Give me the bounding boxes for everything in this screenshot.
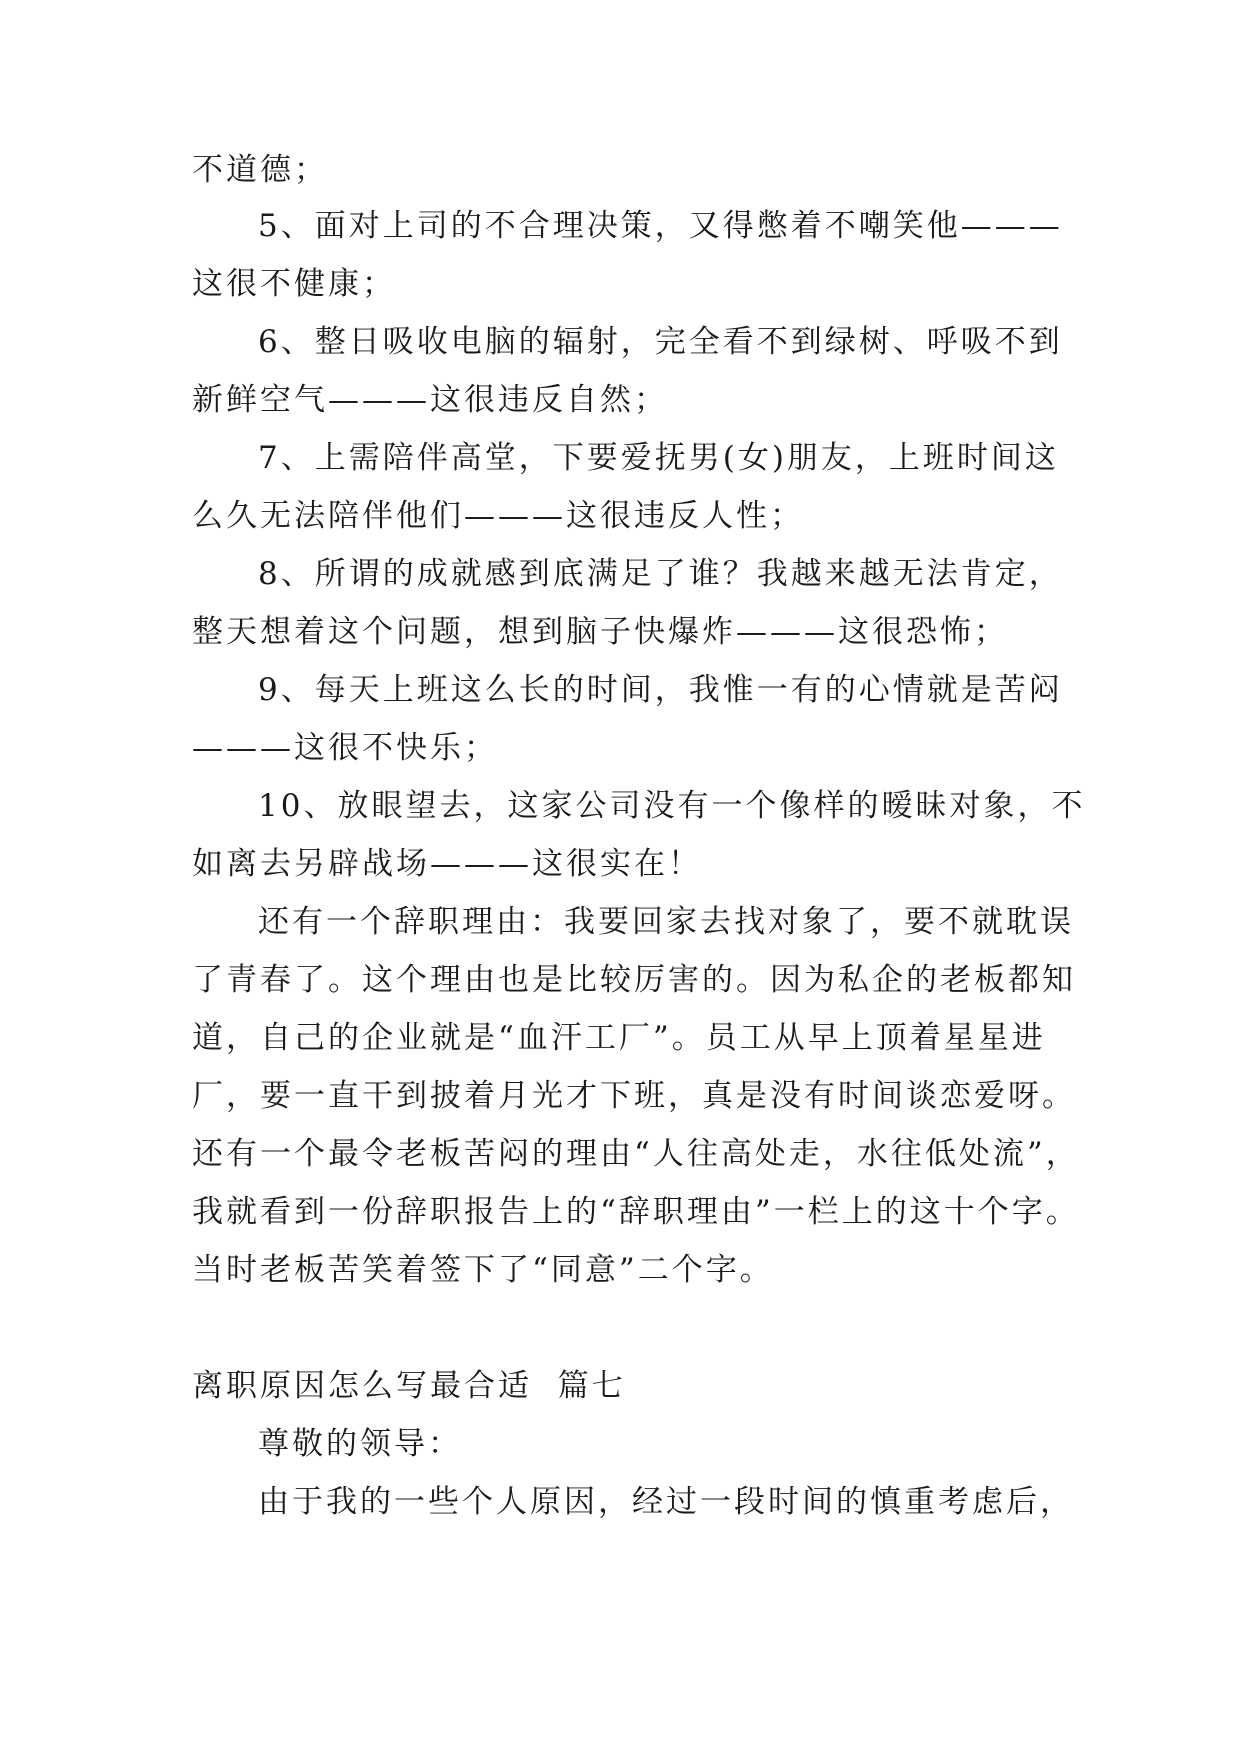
text-line: 这很不健康；	[192, 266, 396, 302]
text-line: 9、每天上班这么长的时间，我惟一有的心情就是苦闷	[258, 672, 1063, 708]
text-line: ———这很不快乐；	[192, 730, 498, 766]
text-line: 如离去另辟战场———这很实在！	[192, 846, 702, 882]
text-line: 8、所谓的成就感到底满足了谁？我越来越无法肯定，	[258, 556, 1063, 592]
text-line: 不道德；	[192, 152, 328, 188]
salutation: 尊敬的领导：	[258, 1426, 462, 1462]
text-line: 了青春了。这个理由也是比较厉害的。因为私企的老板都知	[192, 962, 1076, 998]
text-line: 5、面对上司的不合理决策，又得憋着不嘲笑他———	[258, 208, 1063, 244]
section-title: 离职原因怎么写最合适 篇七	[192, 1368, 626, 1404]
text-line: 么久无法陪伴他们———这很违反人性；	[192, 498, 804, 534]
text-line: 厂，要一直干到披着月光才下班，真是没有时间谈恋爱呀。	[192, 1078, 1076, 1114]
text-line: 还有一个最令老板苦闷的理由“人往高处走，水往低处流”，	[192, 1136, 1080, 1172]
text-line: 当时老板苦笑着签下了“同意”二个字。	[192, 1252, 774, 1288]
text-line: 新鲜空气———这很违反自然；	[192, 382, 668, 418]
body-text-start: 由于我的一些个人原因，经过一段时间的慎重考虑后，	[258, 1484, 1074, 1520]
text-line: 还有一个辞职理由：我要回家去找对象了，要不就耽误	[258, 904, 1074, 940]
text-line: 7、上需陪伴高堂，下要爱抚男(女)朋友，上班时间这	[258, 440, 1059, 476]
text-line: 10、放眼望去，这家公司没有一个像样的暧昧对象，不	[258, 788, 1086, 824]
text-line: 我就看到一份辞职报告上的“辞职理由”一栏上的这十个字。	[192, 1194, 1080, 1230]
text-line: 整天想着这个问题，想到脑子快爆炸———这很恐怖；	[192, 614, 1008, 650]
text-line: 道，自己的企业就是“血汗工厂”。员工从早上顶着星星进	[192, 1020, 1046, 1056]
text-line: 6、整日吸收电脑的辐射，完全看不到绿树、呼吸不到	[258, 324, 1063, 360]
